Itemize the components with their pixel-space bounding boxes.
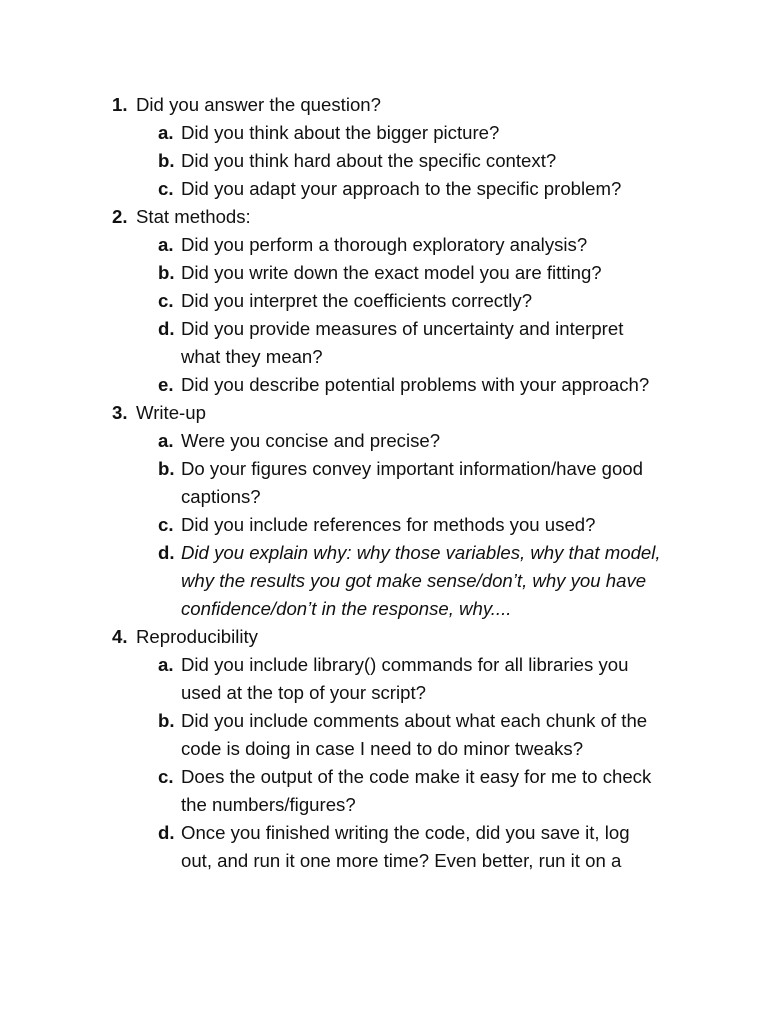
list-item xyxy=(136,539,661,623)
section-4 xyxy=(112,623,692,875)
item-text: Did you adapt your approach to the specific problem? xyxy=(181,178,622,199)
item-letter: b. xyxy=(158,262,175,283)
list-item xyxy=(136,231,661,259)
list-item xyxy=(136,175,661,203)
section-title: Write-up xyxy=(136,402,206,423)
list-item xyxy=(136,651,661,707)
section-2 xyxy=(112,203,692,399)
item-letter: c. xyxy=(158,178,174,199)
checklist xyxy=(112,91,692,875)
item-text: Did you explain why: why those variables, why that model, why the results you got make sense/don’t, why you have confidence/don’t in the response, why.... xyxy=(181,542,661,619)
section-title: Did you answer the question? xyxy=(136,94,381,115)
item-text: Were you concise and precise? xyxy=(181,430,441,451)
item-letter: d. xyxy=(158,318,175,339)
list-item xyxy=(136,315,661,371)
item-text: Did you describe potential problems with your approach? xyxy=(181,374,650,395)
section-number: 2. xyxy=(112,206,128,227)
item-text: Does the output of the code make it easy for me to check the numbers/figures? xyxy=(181,766,652,815)
item-letter: a. xyxy=(158,654,174,675)
list-item xyxy=(136,371,661,399)
section-items xyxy=(136,231,692,399)
list-item xyxy=(136,455,661,511)
section-title: Stat methods: xyxy=(136,206,251,227)
section-title: Reproducibility xyxy=(136,626,258,647)
item-letter: c. xyxy=(158,514,174,535)
item-text: Did you include comments about what each chunk of the code is doing in case I need to do minor tweaks? xyxy=(181,710,648,759)
item-text: Did you think about the bigger picture? xyxy=(181,122,500,143)
item-text: Did you provide measures of uncertainty and interpret what they mean? xyxy=(181,318,624,367)
list-item xyxy=(136,287,661,315)
section-number: 1. xyxy=(112,94,128,115)
item-letter: a. xyxy=(158,122,174,143)
list-item xyxy=(136,819,661,875)
item-letter: e. xyxy=(158,374,174,395)
item-text: Once you finished writing the code, did you save it, log out, and run it one more time? Even better, run it on a xyxy=(181,822,630,871)
list-item xyxy=(136,511,661,539)
item-text: Did you include references for methods you used? xyxy=(181,514,596,535)
item-text: Did you include library() commands for all libraries you used at the top of your script? xyxy=(181,654,629,703)
list-item xyxy=(136,427,661,455)
section-3 xyxy=(112,399,692,623)
item-text: Did you interpret the coefficients correctly? xyxy=(181,290,533,311)
list-item xyxy=(136,119,661,147)
item-letter: c. xyxy=(158,766,174,787)
item-letter: b. xyxy=(158,150,175,171)
item-text: Did you think hard about the specific context? xyxy=(181,150,557,171)
section-1 xyxy=(112,91,692,203)
section-number: 3. xyxy=(112,402,128,423)
list-item xyxy=(136,259,661,287)
item-text: Did you write down the exact model you are fitting? xyxy=(181,262,602,283)
item-letter: a. xyxy=(158,234,174,255)
section-items xyxy=(136,651,692,875)
section-number: 4. xyxy=(112,626,128,647)
item-letter: a. xyxy=(158,430,174,451)
item-letter: b. xyxy=(158,458,175,479)
list-item xyxy=(136,147,661,175)
item-letter: d. xyxy=(158,822,175,843)
list-item xyxy=(136,707,661,763)
item-letter: d. xyxy=(158,542,175,563)
section-items xyxy=(136,119,692,203)
item-text: Do your figures convey important information/have good captions? xyxy=(181,458,643,507)
list-item xyxy=(136,763,661,819)
item-text: Did you perform a thorough exploratory analysis? xyxy=(181,234,588,255)
item-letter: c. xyxy=(158,290,174,311)
item-letter: b. xyxy=(158,710,175,731)
section-items xyxy=(136,427,692,623)
